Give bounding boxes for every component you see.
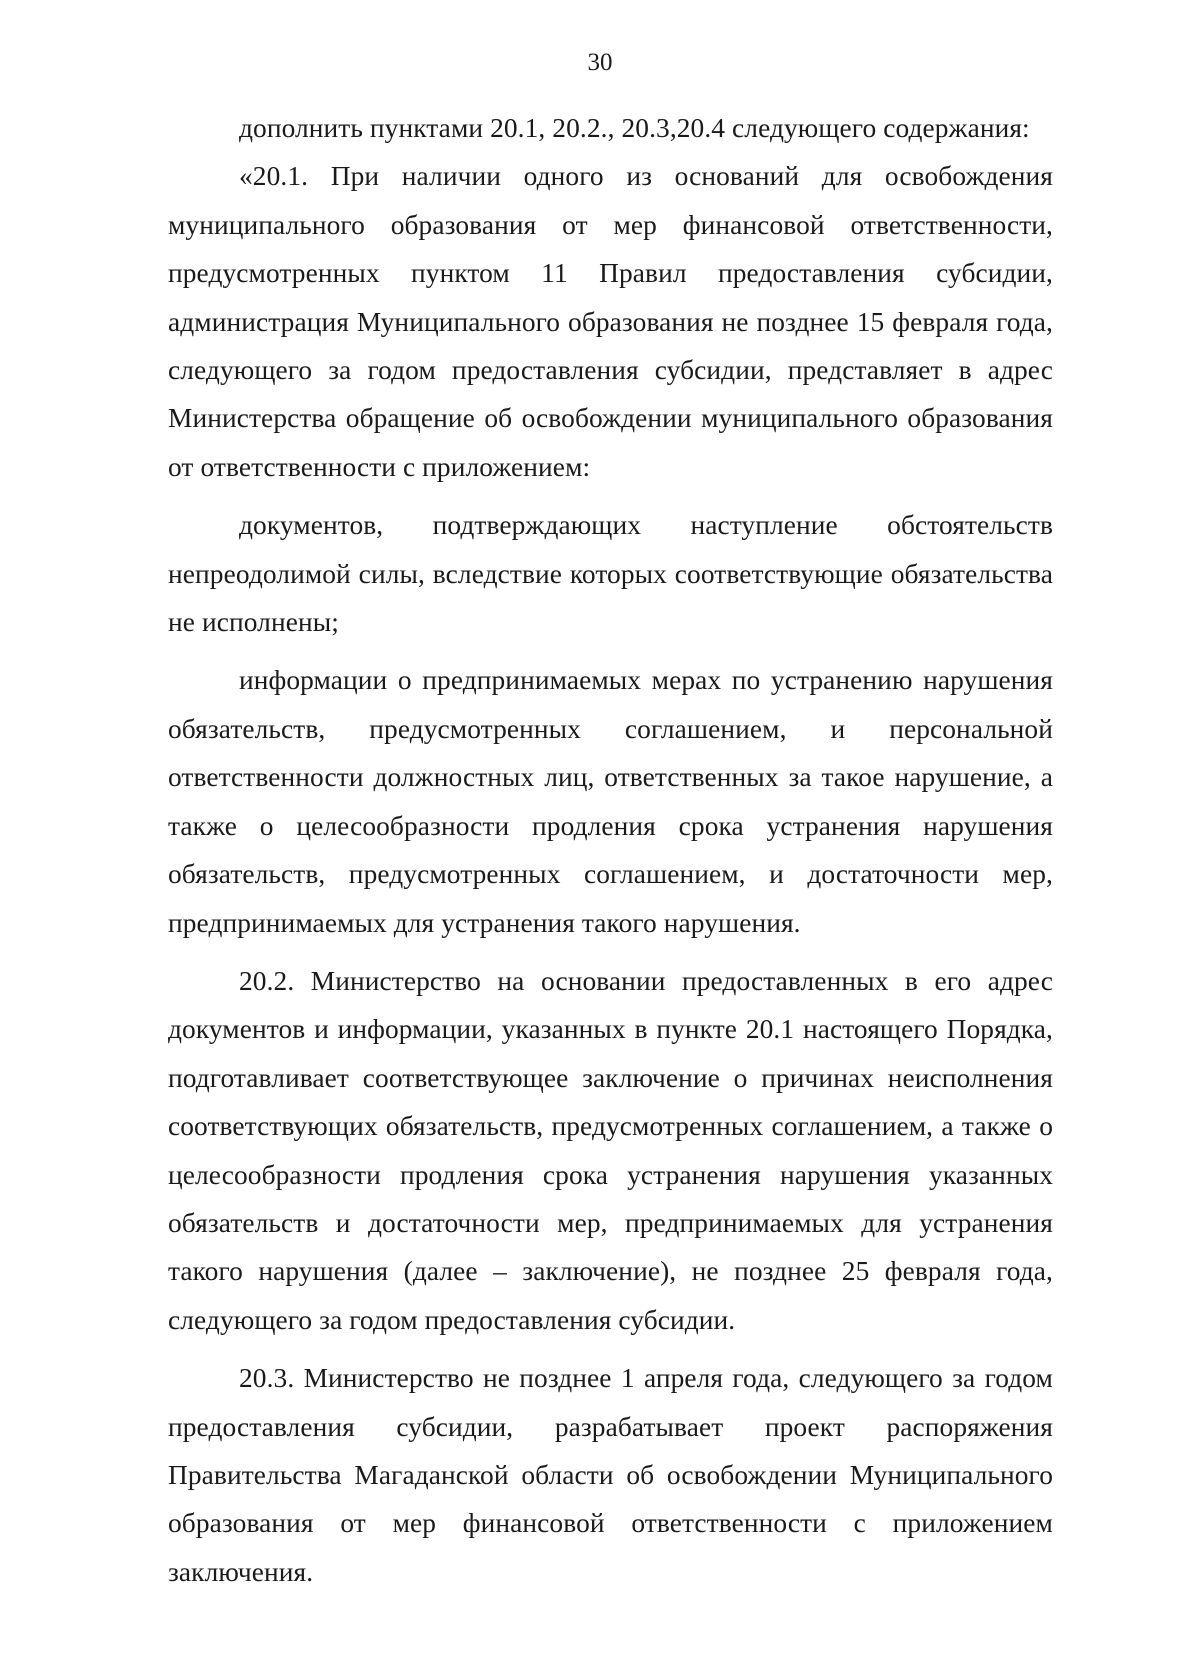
page-number: 30 [587, 49, 613, 76]
paragraph-documents: документов, подтверждающих наступление обстоятельств непреодолимой силы, вследствие которых соответствующие обязательства не исполнены; [168, 510, 1053, 638]
paragraph-20-1: «20.1. При наличии одного из оснований для освобождения муниципального образования от мер финансовой ответственности, предусмотренных пунктом 11 Правил предоставления субсидии, администрация Муниципального образования не позднее 15 февраля года, следующего за годом предоставления субсидии, представляет в адрес Министерства обращение об освобождении муниципального образования от ответственности с приложением: [168, 161, 1053, 482]
document-body [168, 104, 1053, 1596]
paragraph-information: информации о предпринимаемых мерах по устранению нарушения обязательств, предусмотренных соглашением, и персональной ответственности должностных лиц, ответственных за такое нарушение, а также о целесообразности продления срока устранения нарушения обязательств, предусмотренных соглашением, и достаточности мер, предпринимаемых для устранения такого нарушения. [168, 665, 1053, 938]
paragraph-intro: дополнить пунктами 20.1, 20.2., 20.3,20.4 следующего содержания: [239, 113, 1030, 143]
paragraph-20-3: 20.3. Министерство не позднее 1 апреля года, следующего за годом предоставления субсидии, разрабатывает проект распоряжения Правительства Магаданской области об освобождении Муниципального образования от мер финансовой ответственности с приложением заключения. [168, 1363, 1053, 1587]
paragraph-20-2: 20.2. Министерство на основании предоставленных в его адрес документов и информации, указанных в пункте 20.1 настоящего Порядка, подготавливает соответствующее заключение о причинах неисполнения соответствующих обязательств, предусмотренных соглашением, а также о целесообразности продления срока устранения нарушения указанных обязательств и достаточности мер, предпринимаемых для устранения такого нарушения (далее – заключение), не позднее 25 февраля года, следующего за годом предоставления субсидии. [168, 965, 1053, 1335]
